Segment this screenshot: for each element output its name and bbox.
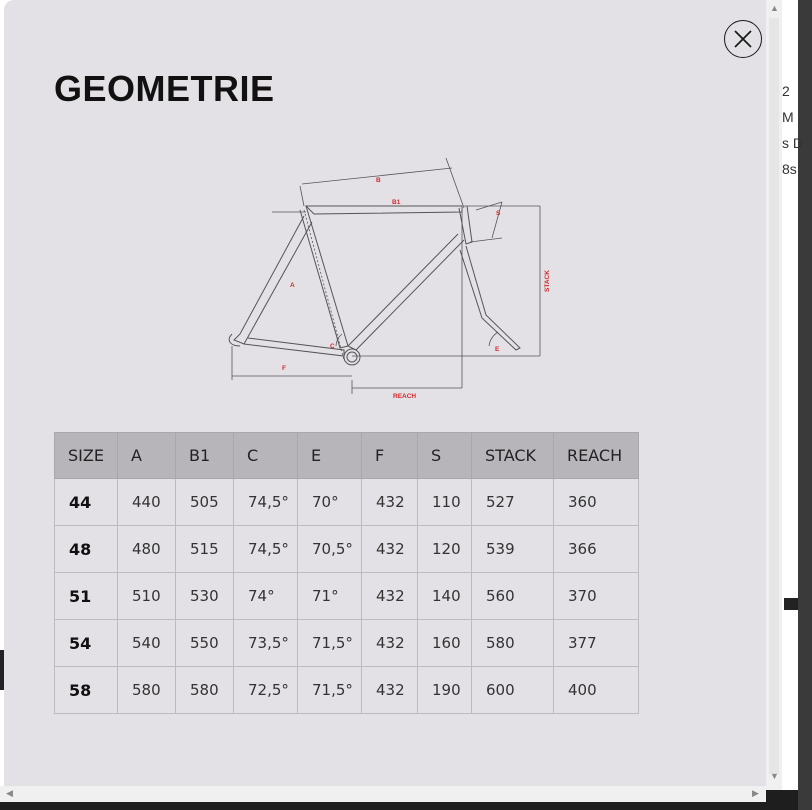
column-header: B1 [176,433,234,479]
size-cell: 54 [55,620,118,667]
background-text-line: M [782,109,794,125]
table-cell: 527 [472,479,554,526]
column-header: F [362,433,418,479]
scrollbar-thumb[interactable] [769,18,779,774]
column-header: SIZE [55,433,118,479]
table-cell: 580 [472,620,554,667]
size-cell: 51 [55,573,118,620]
label-stack: STACK [544,270,551,292]
frame-geometry-diagram [214,150,554,410]
table-row [55,620,639,667]
table-cell: 432 [362,620,418,667]
label-c: C [330,343,335,350]
vertical-scrollbar[interactable] [766,0,782,790]
table-cell: 377 [554,620,639,667]
label-b: B [376,177,381,184]
table-cell: 71° [298,573,362,620]
table-cell: 432 [362,479,418,526]
label-f: F [282,365,286,372]
table-cell: 400 [554,667,639,714]
table-cell: 560 [472,573,554,620]
table-cell: 74,5° [234,526,298,573]
table-cell: 71,5° [298,667,362,714]
table-header-row [55,433,639,479]
column-header: C [234,433,298,479]
table-cell: 71,5° [298,620,362,667]
table-cell: 190 [418,667,472,714]
table-cell: 70,5° [298,526,362,573]
table-cell: 440 [118,479,176,526]
table-cell: 72,5° [234,667,298,714]
size-cell: 58 [55,667,118,714]
column-header: REACH [554,433,639,479]
scroll-up-icon[interactable]: ▲ [770,3,779,13]
scroll-right-icon[interactable]: ▶ [752,788,759,798]
table-cell: 74,5° [234,479,298,526]
label-s: S [496,210,501,217]
table-cell: 73,5° [234,620,298,667]
label-a: A [290,282,295,289]
table-cell: 74° [234,573,298,620]
column-header: A [118,433,176,479]
size-cell: 44 [55,479,118,526]
page-title: GEOMETRIE [54,68,275,109]
geometry-table [54,432,639,714]
horizontal-scrollbar[interactable] [0,786,766,802]
table-cell: 505 [176,479,234,526]
column-header: E [298,433,362,479]
table-cell: 510 [118,573,176,620]
label-reach: REACH [393,393,417,400]
close-button[interactable] [724,20,762,58]
background-text-line: 8s [782,161,797,177]
table-cell: 160 [418,620,472,667]
table-cell: 432 [362,526,418,573]
background-text-line: s D [782,135,803,151]
table-cell: 110 [418,479,472,526]
table-cell: 550 [176,620,234,667]
table-cell: 530 [176,573,234,620]
table-row [55,667,639,714]
table-cell: 370 [554,573,639,620]
table-cell: 600 [472,667,554,714]
label-b1: B1 [392,199,401,206]
geometry-modal [4,0,766,790]
table-cell: 580 [176,667,234,714]
table-cell: 140 [418,573,472,620]
table-cell: 480 [118,526,176,573]
close-icon [733,29,753,49]
scroll-left-icon[interactable]: ◀ [6,788,13,798]
table-cell: 540 [118,620,176,667]
table-row [55,526,639,573]
table-row [55,479,639,526]
column-header: STACK [472,433,554,479]
table-cell: 366 [554,526,639,573]
size-cell: 48 [55,526,118,573]
column-header: S [418,433,472,479]
table-cell: 70° [298,479,362,526]
table-cell: 360 [554,479,639,526]
label-e: E [495,346,500,353]
table-cell: 432 [362,573,418,620]
background-mark [784,598,798,610]
background-text-line: 2 [782,83,790,99]
table-cell: 580 [118,667,176,714]
table-row [55,573,639,620]
scroll-down-icon[interactable]: ▼ [770,771,779,781]
table-cell: 515 [176,526,234,573]
table-cell: 539 [472,526,554,573]
table-cell: 432 [362,667,418,714]
table-cell: 120 [418,526,472,573]
